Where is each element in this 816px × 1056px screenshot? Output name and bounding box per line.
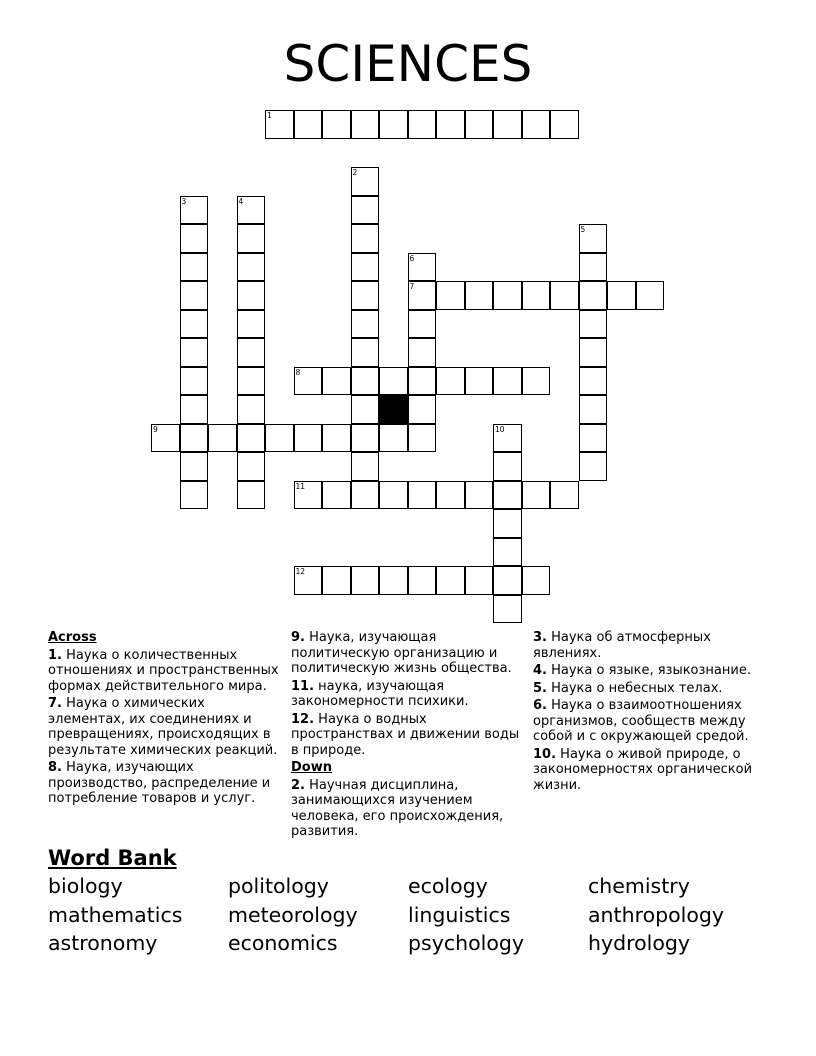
crossword-cell[interactable] — [180, 196, 209, 225]
crossword-cell[interactable] — [180, 481, 209, 510]
crossword-cell[interactable] — [351, 424, 380, 453]
crossword-cell[interactable] — [180, 338, 209, 367]
clue-number: 7. — [48, 696, 62, 711]
crossword-cell[interactable] — [579, 310, 608, 339]
crossword-cell[interactable] — [180, 310, 209, 339]
crossword-cell[interactable] — [493, 281, 522, 310]
clue-text: наука, изучающая закономерности психики. — [291, 678, 469, 709]
crossword-cell[interactable] — [379, 424, 408, 453]
crossword-cell[interactable] — [322, 367, 351, 396]
crossword-cell[interactable] — [180, 424, 209, 453]
crossword-cell[interactable] — [351, 110, 380, 139]
crossword-cell[interactable] — [579, 338, 608, 367]
clues-column-2 — [291, 630, 526, 842]
clue-across-12 — [291, 712, 526, 759]
crossword-cell[interactable] — [465, 566, 494, 595]
crossword-cell[interactable] — [550, 281, 579, 310]
crossword-cell[interactable] — [351, 367, 380, 396]
clue-number-label: 12 — [295, 567, 306, 576]
clue-number: 6. — [533, 698, 547, 713]
clue-across-8 — [48, 760, 283, 807]
crossword-cell[interactable] — [237, 224, 266, 253]
clue-number: 4. — [533, 663, 547, 678]
crossword-cell[interactable] — [351, 481, 380, 510]
clue-across-9 — [291, 630, 526, 677]
crossword-cell[interactable] — [550, 110, 579, 139]
crossword-cell[interactable] — [579, 395, 608, 424]
clue-number-label: 9 — [153, 424, 158, 434]
crossword-cell[interactable] — [351, 281, 380, 310]
word-bank-item: ecology — [408, 874, 488, 898]
clue-down-4 — [533, 663, 769, 679]
crossword-cell[interactable] — [579, 281, 608, 310]
crossword-cell[interactable] — [379, 481, 408, 510]
crossword-cell[interactable] — [322, 481, 351, 510]
clue-text: Наука о взаимоотношениях организмов, сообществ между собой и с окружающей средой. — [533, 698, 749, 744]
crossword-cell[interactable] — [493, 110, 522, 139]
clue-number: 5. — [533, 680, 547, 696]
crossword-cell[interactable] — [180, 281, 209, 310]
crossword-cell[interactable] — [408, 424, 437, 453]
clue-number-label: 6 — [409, 253, 415, 263]
crossword-cell[interactable] — [522, 110, 551, 139]
clue-number: 11. — [291, 678, 315, 694]
clue-number-label: 5 — [580, 225, 586, 234]
crossword-cell[interactable] — [265, 110, 294, 139]
crossword-cell[interactable] — [294, 110, 323, 139]
clue-text: Наука о живой природе, о закономерностях органической жизни. — [533, 746, 753, 793]
crossword-cell[interactable] — [493, 509, 522, 538]
clue-text: Наука о водных пространствах и движении воды в природе. — [291, 711, 520, 758]
crossword-cell[interactable] — [408, 338, 437, 367]
crossword-cell[interactable] — [579, 424, 608, 453]
word-bank-item: chemistry — [588, 874, 690, 898]
crossword-cell[interactable] — [579, 452, 608, 481]
crossword-cell[interactable] — [322, 424, 351, 453]
clue-text: Наука о химических элементах, их соединениях и превращениях, происходящих в результате химических реакций. — [48, 696, 278, 758]
clue-number: 9. — [291, 630, 305, 645]
word-bank-item: meteorology — [228, 903, 358, 927]
crossword-cell[interactable] — [436, 566, 465, 595]
word-bank-item: hydrology — [588, 931, 691, 955]
crossword-cell[interactable] — [493, 481, 522, 510]
crossword-cell[interactable] — [493, 424, 522, 453]
crossword-cell[interactable] — [550, 481, 579, 510]
crossword-cell[interactable] — [465, 367, 494, 396]
crossword-cell[interactable] — [265, 424, 294, 453]
crossword-cell[interactable] — [351, 566, 380, 595]
word-bank-item: linguistics — [408, 903, 511, 927]
word-bank-item: politology — [228, 874, 329, 898]
crossword-cell[interactable] — [322, 110, 351, 139]
clue-text: Наука о языке, языкознание. — [551, 663, 751, 678]
crossword-cell[interactable] — [522, 566, 551, 595]
crossword-cell[interactable] — [408, 566, 437, 595]
crossword-cell[interactable] — [180, 452, 209, 481]
clue-text: Наука, изучающая политическую организацию и политическую жизнь общества. — [291, 630, 512, 676]
word-bank-item: astronomy — [48, 931, 158, 955]
crossword-cell[interactable] — [180, 395, 209, 424]
crossword-cell[interactable] — [408, 253, 437, 282]
crossword-cell[interactable] — [522, 367, 551, 396]
crossword-cell[interactable] — [493, 452, 522, 481]
crossword-cell[interactable] — [237, 395, 266, 424]
clue-down-5 — [533, 681, 769, 697]
crossword-cell[interactable] — [436, 110, 465, 139]
crossword-cell[interactable] — [436, 281, 465, 310]
crossword-cell[interactable] — [493, 595, 522, 624]
clue-number-label: 3 — [181, 196, 187, 206]
crossword-cell[interactable] — [237, 196, 266, 225]
clue-number: 10. — [533, 746, 557, 762]
clue-across-11 — [291, 679, 526, 710]
crossword-cell[interactable] — [379, 110, 408, 139]
clue-number: 2. — [291, 777, 305, 793]
crossword-cell[interactable] — [180, 253, 209, 282]
crossword-cell[interactable] — [579, 253, 608, 282]
clue-text: Наука о количественных отношениях и пространственных формах действительного мира. — [48, 647, 279, 694]
clue-down-10 — [533, 747, 769, 794]
crossword-cell[interactable] — [379, 566, 408, 595]
crossword-cell[interactable] — [294, 566, 323, 595]
crossword-cell[interactable] — [465, 281, 494, 310]
crossword-cell[interactable] — [579, 367, 608, 396]
crossword-cell[interactable] — [351, 196, 380, 225]
crossword-cell[interactable] — [408, 395, 437, 424]
crossword-cell[interactable] — [237, 367, 266, 396]
clue-down-2 — [291, 778, 526, 840]
clue-number: 1. — [48, 647, 62, 663]
crossword-cell[interactable] — [208, 424, 237, 453]
clue-number-label: 4 — [238, 196, 244, 206]
down-heading: Down — [291, 760, 332, 775]
clue-number-label: 11 — [295, 481, 306, 491]
crossword-cell[interactable] — [522, 481, 551, 510]
crossword-cell[interactable] — [351, 224, 380, 253]
crossword-cell[interactable] — [436, 481, 465, 510]
crossword-cell[interactable] — [351, 253, 380, 282]
crossword-cell[interactable] — [180, 367, 209, 396]
clues-column-1 — [48, 630, 283, 809]
across-heading: Across — [48, 630, 97, 645]
clue-number: 8. — [48, 760, 62, 775]
crossword-cell[interactable] — [351, 452, 380, 481]
crossword-cell[interactable] — [408, 367, 437, 396]
crossword-cell[interactable] — [408, 481, 437, 510]
crossword-cell[interactable] — [294, 481, 323, 510]
clues-column-3 — [533, 630, 769, 795]
crossword-cell[interactable] — [493, 367, 522, 396]
crossword-cell[interactable] — [237, 338, 266, 367]
crossword-cell[interactable] — [237, 481, 266, 510]
clue-text: Наука о небесных телах. — [551, 680, 723, 696]
page-title: SCIENCES — [283, 35, 533, 93]
crossword-cell[interactable] — [151, 424, 180, 453]
clue-down-3 — [533, 630, 769, 661]
clue-number: 12. — [291, 711, 315, 727]
crossword-cell[interactable] — [351, 338, 380, 367]
crossword-cell[interactable] — [436, 367, 465, 396]
crossword-cell[interactable] — [294, 424, 323, 453]
black-cell — [379, 395, 408, 424]
crossword-cell[interactable] — [493, 538, 522, 567]
clue-number-label: 10 — [495, 424, 505, 434]
clue-number-label: 8 — [295, 367, 301, 377]
crossword-cell[interactable] — [322, 566, 351, 595]
crossword-cell[interactable] — [465, 110, 494, 139]
clue-across-1 — [48, 648, 283, 695]
crossword-cell[interactable] — [522, 281, 551, 310]
clue-text: Наука, изучающих производство, распределение и потребление товаров и услуг. — [48, 760, 271, 806]
crossword-cell[interactable] — [579, 224, 608, 253]
clue-across-7 — [48, 696, 283, 758]
clue-number-label: 2 — [352, 168, 358, 177]
clue-text: Научная дисциплина, занимающихся изучением человека, его происхождения, развития. — [291, 777, 504, 839]
clue-down-6 — [533, 698, 769, 745]
crossword-cell[interactable] — [180, 224, 209, 253]
crossword-cell[interactable] — [237, 253, 266, 282]
word-bank-title: Word Bank — [48, 846, 177, 870]
crossword-cell[interactable] — [379, 367, 408, 396]
crossword-cell[interactable] — [465, 481, 494, 510]
crossword-cell[interactable] — [294, 367, 323, 396]
word-bank-item: psychology — [408, 931, 525, 955]
clue-text: Наука об атмосферных явлениях. — [533, 630, 711, 661]
clue-number-label: 7 — [409, 282, 415, 291]
crossword-cell[interactable] — [636, 281, 665, 310]
word-bank-item: economics — [228, 931, 338, 955]
word-bank-item: mathematics — [48, 903, 183, 927]
crossword-cell[interactable] — [351, 167, 380, 196]
crossword-cell[interactable] — [607, 281, 636, 310]
crossword-cell[interactable] — [408, 310, 437, 339]
word-bank-item: anthropology — [588, 903, 725, 927]
crossword-cell[interactable] — [237, 424, 266, 453]
clue-number: 3. — [533, 630, 547, 645]
crossword-cell[interactable] — [351, 310, 380, 339]
crossword-cell[interactable] — [237, 452, 266, 481]
crossword-cell[interactable] — [408, 110, 437, 139]
word-bank-item: biology — [48, 874, 123, 898]
crossword-cell[interactable] — [493, 566, 522, 595]
crossword-cell[interactable] — [237, 281, 266, 310]
crossword-cell[interactable] — [351, 395, 380, 424]
crossword-cell[interactable] — [408, 281, 437, 310]
crossword-cell[interactable] — [237, 310, 266, 339]
clue-number-label: 1 — [267, 111, 272, 120]
